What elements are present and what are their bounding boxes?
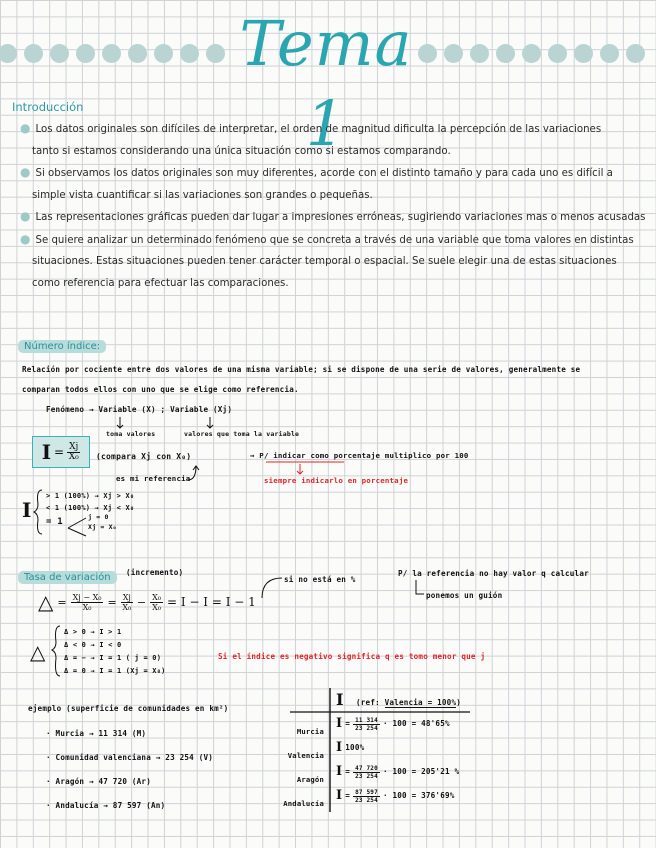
definition-line-2: comparan todos ellos con uno que se elige como referencia. [22,385,299,394]
table-row: I = $\frac{87 597}{23 254}$ · 100 = 376'69% [336,784,459,808]
reference-no-value-note: P/ la referencia no hay valor q calcular [398,569,589,578]
case-less: < 1 (100%) → Xj < X₀ [46,504,135,512]
values-note: valores que toma la variable [184,430,300,438]
case-equal: = 1 [46,517,63,527]
list-item: · Comunidad valenciana → 23 254 (V) [46,753,214,762]
fraction-denominator: 23 254 [355,772,378,780]
reference-note: es mi referencia [116,474,191,483]
case-greater: > 1 (100%) → Xj > X₀ [46,492,135,500]
branch-xj-x0: Xj = X₀ [88,523,117,531]
fraction-numerator: 87 597 [355,788,378,796]
intro-p4b: situaciones. Estas situaciones pueden tener carácter temporal o espacial. Se suele elegir una de estas situaciones [32,256,617,267]
delta-positive: Δ > 0 → I > 1 [64,628,122,636]
fraction-numerator: X₀ [152,592,162,602]
numero-indice-label: Número índice: [18,340,106,353]
intro-p3: Las representaciones gráficas pueden dar lugar a impresiones erróneas, sugiriendo variaciones mas o menos acusadas [35,212,646,223]
index-symbol: I [41,440,52,464]
intro-p1a: Los datos originales son difíciles de interpretar, el orden de magnitud dificulta la percepción de las variaciones [35,124,602,135]
list-item: · Aragón → 47 720 (Ar) [46,777,151,786]
table-row: I = $\frac{11 314}{23 254}$ · 100 = 48'65% [336,712,459,736]
row-result: · 100 = 376'69% [382,791,455,800]
list-item: · Andalucía → 87 597 (An) [46,801,166,810]
row-label: Aragón [296,775,324,784]
definition-line-1: Relación por cociente entre dos valores de una misma variable; si se dispone de una serie de valores, generalmente se [22,365,581,374]
takes-values-note: toma valores [106,430,156,438]
row-result: · 100 = 48'65% [382,719,450,728]
bullet-icon: ● [20,165,31,179]
intro-p1b: tanto si estamos considerando una única situación como si estamos comparando. [32,145,451,157]
fraction-denominator: X₀ [122,602,132,612]
intro-p4c: como referencia para efectuar las comparaciones. [32,277,289,289]
fraction-numerator: Xj [122,592,131,602]
row-label: Valencia [287,751,324,760]
index-cases-symbol: I [22,498,32,522]
row-result: · 100 = 205'21 % [382,767,460,776]
delta-dash: Δ = − → I = 1 ( j = 0) [64,654,162,662]
not-percent-note: si no está en % [284,575,356,584]
intro-p2b: simple vista cuantificar si las variaciones son grandes o pequeñas. [32,189,373,201]
bullet-icon: ● [20,209,31,223]
percent-note: → P/ indicar como porcentaje multiplico por 100 [250,451,469,460]
intro-heading: Introducción [12,100,84,114]
red-arrow-icon [297,464,303,474]
tasa-label: Tasa de variación [18,571,117,584]
fraction-denominator: X₀ [82,602,92,612]
delta-negative: Δ < 0 → I < 0 [64,641,122,649]
list-item: · Murcia → 11 314 (M) [46,729,147,738]
page-title: Tema 1 [239,7,413,160]
fraction-numerator: 47 720 [355,764,378,772]
rate-formula-tail: = I − I = I − 1 [167,595,256,609]
branch-j0: j = 0 [88,513,109,521]
negative-index-note: Si el índice es negativo significa q es tomo menor que j [218,652,486,661]
row-result: 100% [345,743,365,752]
branch-lines [68,518,86,536]
example-title: ejemplo (superficie de comunidades en km²) [28,704,229,713]
fraction-numerator: 11 314 [355,716,378,724]
row-label: Andalucía [283,799,324,808]
index-symbol: I [336,788,343,803]
index-symbol: I [336,716,343,731]
table-row: I = $\frac{47 720}{23 254}$ · 100 = 205'21 % [336,760,459,784]
down-arrow-icon [117,417,123,428]
brace-icon [34,490,42,534]
fraction-denominator: X₀ [152,602,162,612]
fraction-denominator: 23 254 [355,724,378,732]
increment-note: (incremento) [126,568,184,577]
bullet-icon: ● [20,121,31,135]
row-label: Murcia [296,727,324,736]
fraction-denominator: X₀ [68,451,79,462]
phenomenon-line: Fenómeno → Variable (X) ; Variable (Xj) [46,405,233,414]
brace-icon [52,626,60,676]
hook-arrow-icon [188,466,199,480]
always-percent-note: siempre indicarlo en porcentaje [264,476,409,485]
index-symbol: I [336,764,343,779]
delta-icon: △ [38,590,54,614]
intro-p2a: Si observamos los datos originales son muy diferentes, acorde con el distinto tamaño y para cada uno es difícil a [35,168,613,179]
delta-zero: Δ = 0 → I = 1 (Xj = X₀) [64,667,166,675]
fraction-numerator: Xj [69,441,79,452]
intro-p4a: Se quiere analizar un determinado fenómeno que se concreta a través de una variable que toma valores en distintas [35,234,634,246]
fraction-denominator: 23 254 [355,796,378,804]
table-head: (ref: Valencia = 100%) [356,698,461,707]
index-symbol: I [336,740,343,755]
rate-formula: △ = $\frac{\text{Xj − X₀}}{\text{X₀}}$ = $\frac{Xj}{\text{X₀}}$ − $\frac{\text{X₀}}{\text{X₀}}$ = I − I = I − 1 [38,590,256,614]
curved-arrow-icon [262,578,282,598]
corner-line [416,580,424,594]
compare-note: (compara Xj con X₀) [96,452,192,461]
delta-cases-icon: △ [30,640,46,664]
table-head-symbol: I [336,690,344,709]
fraction-numerator: Xj − X₀ [72,592,102,602]
bullet-icon: ● [20,231,31,246]
index-formula-box: I = $\frac{Xj}{\text{X₀}}$ [32,436,90,468]
dash-note: ponemos un guión [426,591,503,600]
down-arrow-icon [207,417,213,428]
